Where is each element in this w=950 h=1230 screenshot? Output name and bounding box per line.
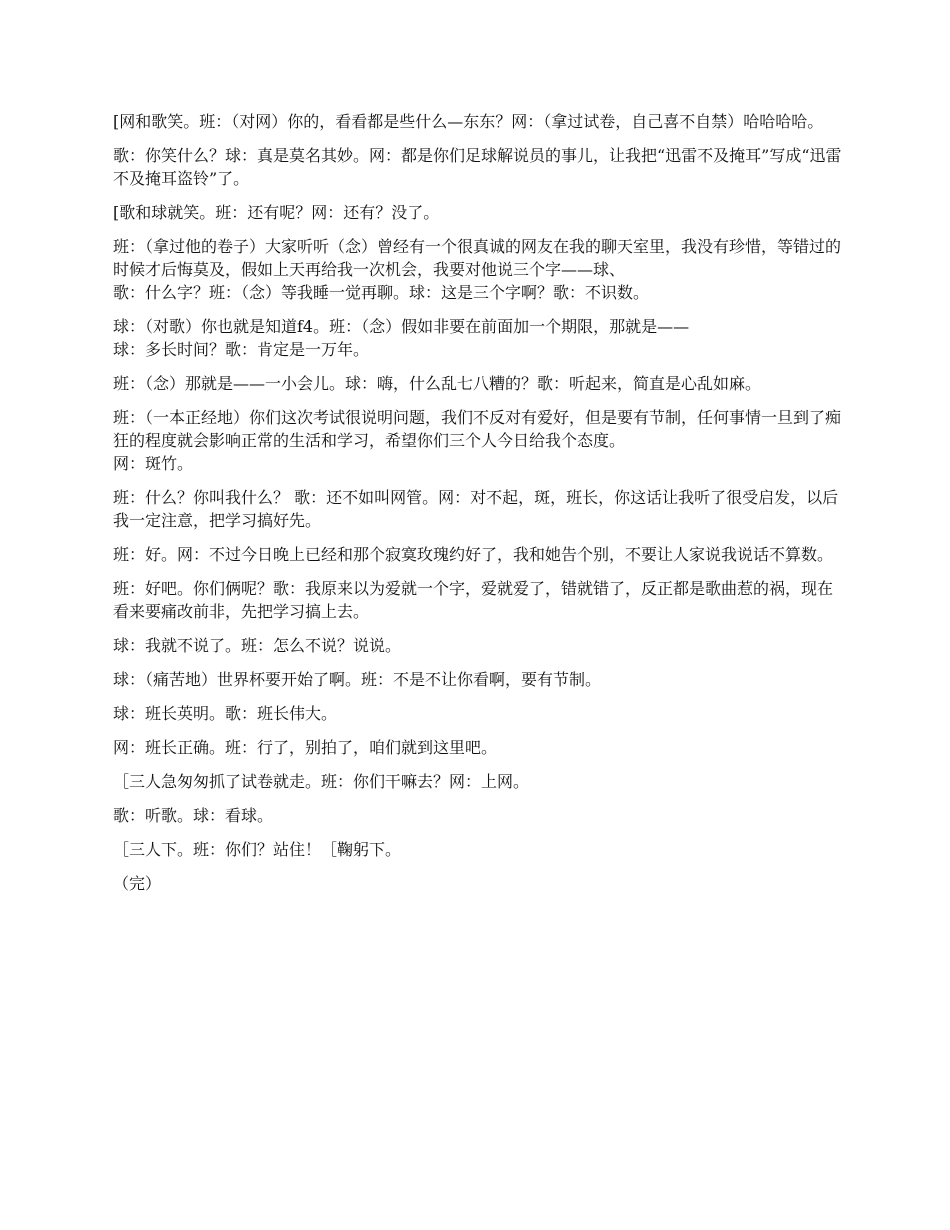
paragraph-15: ［三人急匆匆抓了试卷就走。班：你们干嘛去？网：上网。 xyxy=(113,772,530,791)
paragraph-4: 班：（拿过他的卷子）大家听听（念）曾经有一个很真诚的网友在我的聊天室里，我没有珍惜，等错过的时候才后悔莫及，假如上天再给我一次机会，我要对他说三个字——球、 歌：什么字？班：（念）等我睡一觉再聊。球：这是三个字啊？歌：不识数。 xyxy=(113,237,842,302)
paragraph-6: 班：（念）那就是——一小会儿。球：嗨，什么乱七八糟的？歌：听起来，简直是心乱如麻。 xyxy=(113,374,762,393)
paragraph-5: 球：（对歌）你也就是知道f4。班：（念）假如非要在前面加一个期限，那就是—— 球：多长时间？歌：肯定是一万年。 xyxy=(113,317,690,359)
paragraph-11: 球：我就不说了。班：怎么不说？说说。 xyxy=(113,636,402,655)
paragraph-13: 球：班长英明。歌：班长伟大。 xyxy=(113,704,338,723)
paragraph-1: [网和歌笑。班：（对网）你的，看看都是些什么—东东？网：（拿过试卷，自己喜不自禁）哈哈哈哈。 xyxy=(113,112,824,131)
paragraph-3: [歌和球就笑。班：还有呢？网：还有？没了。 xyxy=(113,203,440,222)
paragraph-7: 班：（一本正经地）你们这次考试很说明问题，我们不反对有爱好，但是要有节制，任何事情一旦到了痴狂的程度就会影响正常的生活和学习，希望你们三个人今日给我个态度。 网：斑竹。 xyxy=(113,408,842,473)
paragraph-17: ［三人下。班：你们？站住！［鞠躬下。 xyxy=(113,840,402,859)
paragraph-14: 网：班长正确。班：行了，别拍了，咱们就到这里吧。 xyxy=(113,738,498,757)
paragraph-9: 班：好。网：不过今日晚上已经和那个寂寞玫瑰约好了，我和她告个别，不要让人家说我说话不算数。 xyxy=(113,545,834,564)
paragraph-12: 球：（痛苦地）世界杯要开始了啊。班：不是不让你看啊，要有节制。 xyxy=(113,670,602,689)
document-body xyxy=(113,110,843,906)
paragraph-18: （完） xyxy=(113,874,162,893)
paragraph-10: 班：好吧。你们俩呢？歌：我原来以为爱就一个字，爱就爱了，错就错了，反正都是歌曲惹的祸，现在看来要痛改前非，先把学习搞上去。 xyxy=(113,579,834,621)
paragraph-8: 班：什么？你叫我什么？ 歌：还不如叫网管。网：对不起，斑，班长，你这话让我听了很受启发，以后我一定注意，把学习搞好先。 xyxy=(113,488,839,530)
paragraph-2: 歌：你笑什么？球：真是莫名其妙。网：都是你们足球解说员的事儿，让我把“迅雷不及掩耳”写成“迅雷不及掩耳盗铃”了。 xyxy=(113,146,842,188)
paragraph-16: 歌：听歌。球：看球。 xyxy=(113,806,274,825)
